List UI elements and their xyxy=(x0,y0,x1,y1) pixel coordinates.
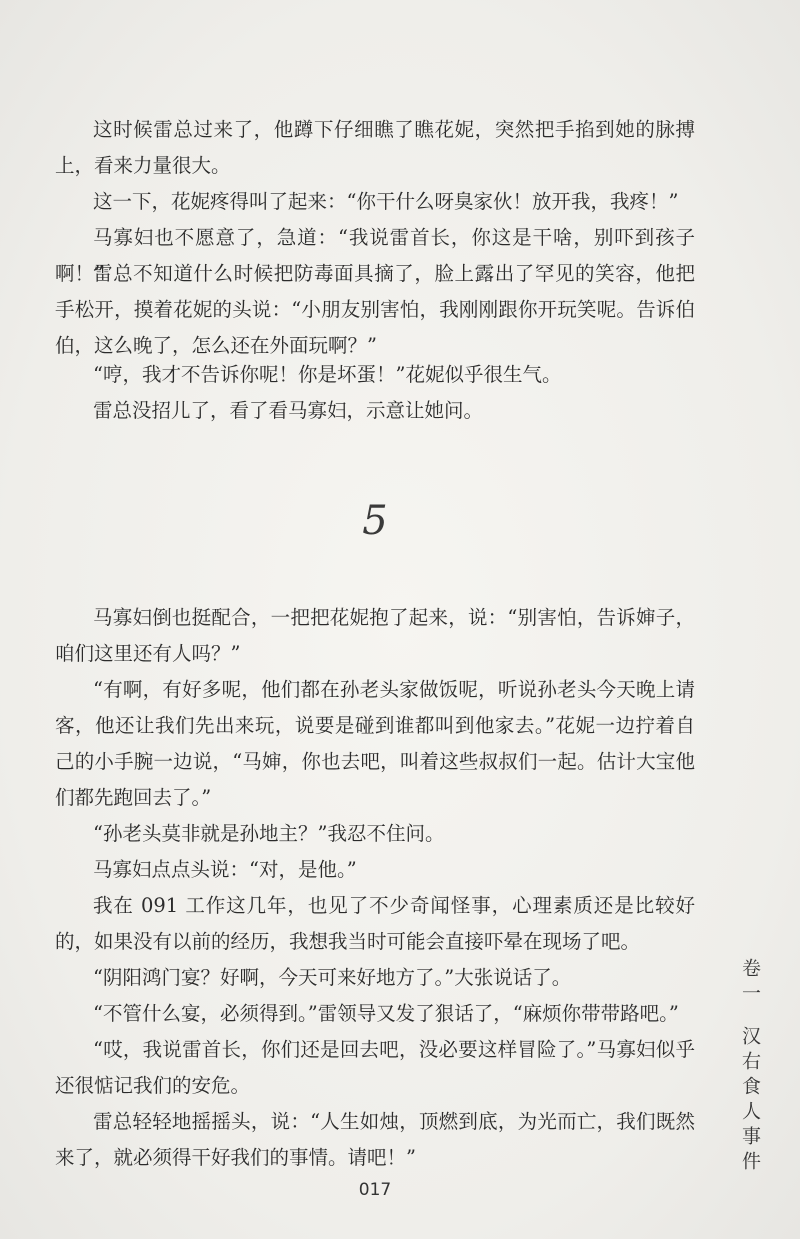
paragraph: 我在 091 工作这几年，也见了不少奇闻怪事，心理素质还是比较好的，如果没有以前的经历，我想我当时可能会直接吓晕在现场了吧。 xyxy=(55,894,695,953)
paragraph: “阴阳鸿门宴？好啊，今天可来好地方了。”大张说话了。 xyxy=(93,966,572,989)
paragraph: 马寡妇倒也挺配合，一把把花妮抱了起来，说：“别害怕，告诉婶子，咱们这里还有人吗？” xyxy=(55,606,695,665)
chapter-number: 5 xyxy=(362,498,388,544)
paragraph: “哎，我说雷首长，你们还是回去吧，没必要这样冒险了。”马寡妇似乎还很惦记我们的安危。 xyxy=(55,1038,695,1097)
paragraph: 雷总轻轻地摇摇头，说：“人生如烛，顶燃到底，为光而亡，我们既然来了，就必须得干好我们的事情。请吧！” xyxy=(55,1110,695,1169)
volume-label: 卷一 xyxy=(739,958,761,1008)
paragraph: 雷总不知道什么时候把防毒面具摘了，脸上露出了罕见的笑容，他把手松开，摸着花妮的头说：“小朋友别害怕，我刚刚跟你开玩笑呢。告诉伯伯，这么晚了，怎么还在外面玩啊？” xyxy=(55,262,695,357)
bleed-through-decoration xyxy=(716,40,760,170)
paragraph: “不管什么宴，必须得到。”雷领导又发了狠话了，“麻烦你带带路吧。” xyxy=(93,1002,679,1025)
page-number: 017 xyxy=(358,1180,392,1200)
paragraph: 这时候雷总过来了，他蹲下仔细瞧了瞧花妮，突然把手掐到她的脉搏上，看来力量很大。 xyxy=(55,118,695,177)
paragraph: 雷总没招儿了，看了看马寡妇，示意让她问。 xyxy=(93,399,484,422)
paragraph: 这一下，花妮疼得叫了起来：“你干什么呀臭家伙！放开我，我疼！” xyxy=(93,190,679,213)
paragraph: “孙老头莫非就是孙地主？”我忍不住问。 xyxy=(93,822,445,845)
paragraph: “有啊，有好多呢，他们都在孙老头家做饭呢，听说孙老头今天晚上请客，他还让我们先出来玩，说要是碰到谁都叫到他家去。”花妮一边拧着自己的小手腕一边说，“马婶，你也去吧，叫着这些叔叔们一起。估计大宝他们都先跑回去了。” xyxy=(55,678,695,809)
paragraph: 马寡妇也不愿意了，急道：“我说雷首长，你这是干啥，别吓到孩子啊！” xyxy=(55,226,695,285)
paragraph: 马寡妇点点头说：“对，是他。” xyxy=(93,858,357,881)
side-running-title xyxy=(735,958,765,1176)
paragraph: “哼，我才不告诉你呢！你是坏蛋！”花妮似乎很生气。 xyxy=(93,363,562,386)
story-title: 汉右食人事件 xyxy=(739,1026,761,1176)
